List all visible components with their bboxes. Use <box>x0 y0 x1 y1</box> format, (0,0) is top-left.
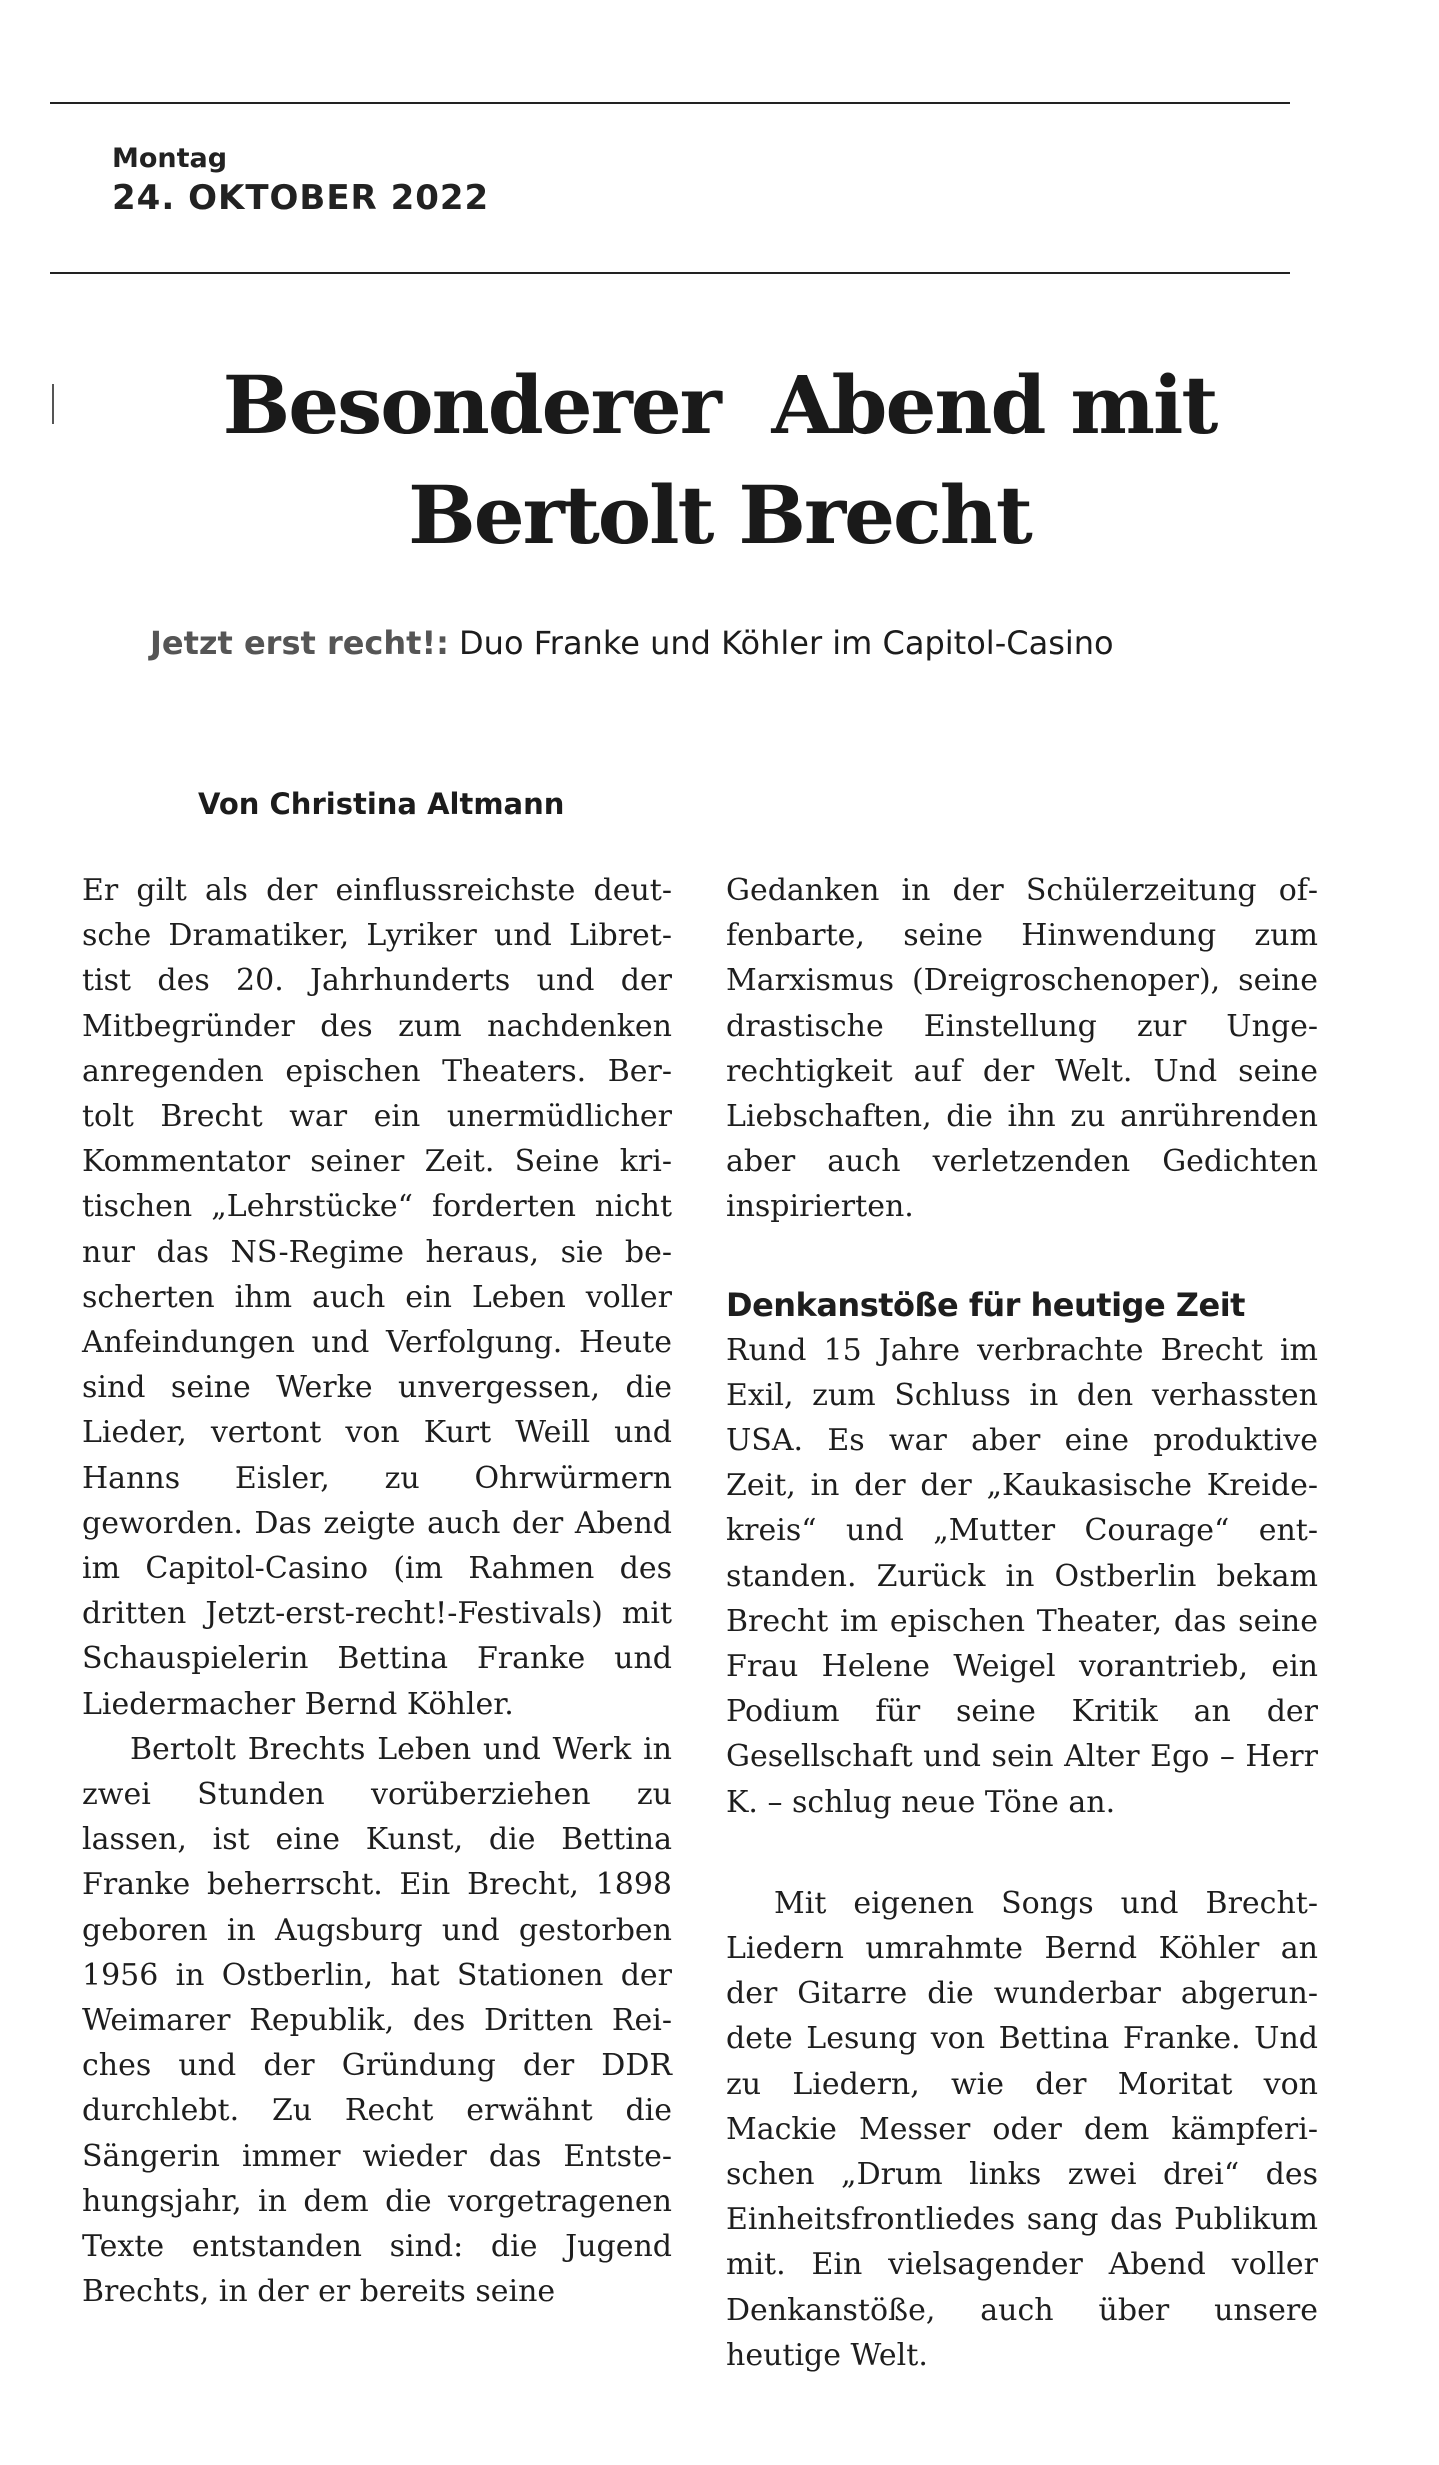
article-paragraph-3: Gedanken in der Schülerzeitung offenbarte, seine Hinwendung zum Marxismus (Dreigroschenoper), seine drastische Einstellung zur Ungerechtigkeit auf der Welt. Und seine Liebschaften, die ihn zu anrührenden aber auch verletzenden Gedichten inspirierten. <box>726 873 1318 1225</box>
dateline-bottom-rule <box>50 272 1290 274</box>
headline-line-1: Besonderer Abend mit <box>222 358 1217 452</box>
dateline-weekday: Montag <box>112 143 228 174</box>
article-paragraph-4: Rund 15 Jahre verbrachte Brecht im Exil, zum Schluss in den verhassten USA. Es war aber eine produktive Zeit, in der der „Kaukasische Kreidekreis“ und „Mutter Courage“ entstanden. Zurück in Ostberlin bekam Brecht im epischen Theater, das seine Frau Helene Weigel vorantrieb, ein Podium für seine Kritik an der Gesellschaft und sein Alter Ego – Herr K. – schlug neue Töne an. <box>726 1332 1318 1820</box>
dateline-date: 24. OKTOBER 2022 <box>112 178 490 218</box>
article-paragraph-2: Bertolt Brechts Leben und Werk in zwei Stunden vorüberziehen zu lassen, ist eine Kunst, die Bettina Franke beherrscht. Ein Brecht, 1898 geboren in Augsburg und gestorben 1956 in Ostberlin, hat Stationen der Weimarer Republik, des Dritten Reiches und der Gründung der DDR durchlebt. Zu Recht erwähnt die Sängerin immer wieder das Entstehungsjahr, in dem die vorgetragenen Texte entstanden sind: die Jugend Brechts, in der er bereits seine <box>82 1731 672 2310</box>
subheadline <box>150 622 1114 664</box>
article-paragraph-1: Er gilt als der einflussreichste deutsche Dramatiker, Lyriker und Librettist des 20. Jahrhunderts und der Mitbegründer des zum nachdenken anregenden epischen Theaters. Bertolt Brecht war ein unermüdlicher Kommentator seiner Zeit. Seine kritischen „Lehrstücke“ forderten nicht nur das NS-Regime heraus, sie bescherten ihm auch ein Leben voller Anfeindungen und Verfolgung. Heute sind seine Werke unvergessen, die Lieder, vertont von Kurt Weill und Hanns Eisler, zu Ohrwürmern geworden. Das zeigte auch der Abend im Capitol-Casino (im Rahmen des dritten Jetzt-erst-recht!-Festivals) mit Schauspielerin Bettina Franke und Liedermacher Bernd Köhler. <box>82 873 672 1722</box>
article-column-left <box>82 868 672 2315</box>
article-subheading: Denkanstöße für heutige Zeit <box>726 1285 1245 1324</box>
dateline <box>112 142 489 220</box>
article-column-right <box>726 868 1318 2378</box>
article-paragraph-5: Mit eigenen Songs und Brecht-Liedern umrahmte Bernd Köhler an der Gitarre die wunderbar abgerundete Lesung von Bettina Franke. Und zu Liedern, wie der Moritat von Mackie Messer oder dem kämpferischen „Drum links zwei drei“ des Einheitsfrontliedes sang das Publikum mit. Ein vielsagender Abend voller Denkanstöße, auch über unsere heutige Welt. <box>726 1885 1318 2373</box>
subhead-text: Duo Franke und Köhler im Capitol-Casino <box>448 624 1114 662</box>
headline-line-2: Bertolt Brecht <box>408 468 1031 562</box>
byline: Von Christina Altmann <box>198 787 565 821</box>
top-rule <box>50 102 1290 104</box>
headline <box>0 350 1439 570</box>
subhead-rubric: Jetzt erst recht!: <box>150 624 449 662</box>
